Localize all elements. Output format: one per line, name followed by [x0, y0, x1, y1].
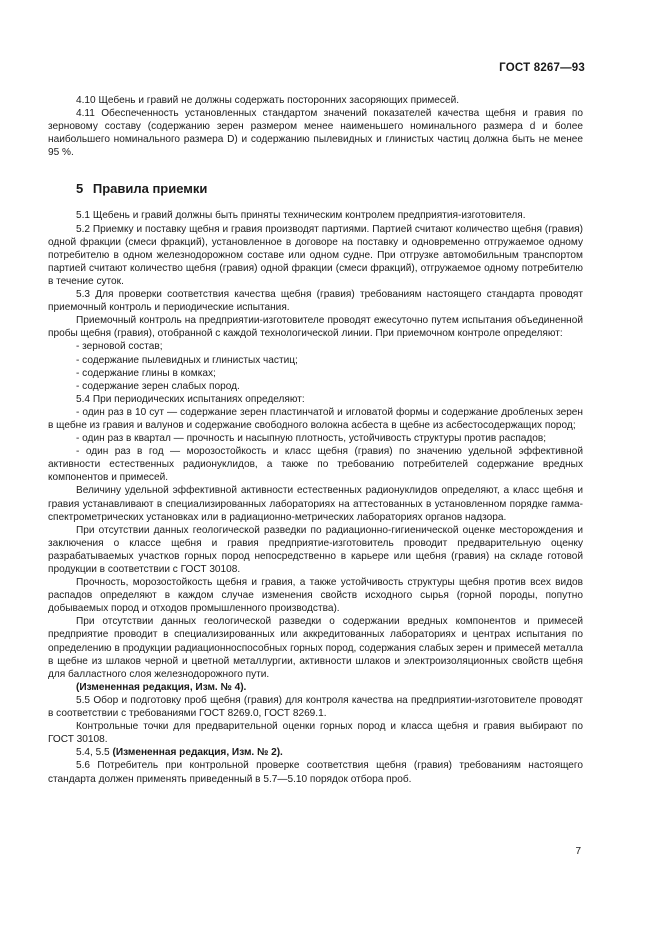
paragraph-5-1: 5.1 Щебень и гравий должны быть приняты техническим контролем предприятия-изготовителя. [76, 210, 526, 222]
paragraph-4-11: 4.11 Обеспеченность установленных стандартом значений показателей качества щебня и гравия по зерновому составу (содержанию зерен размером менее наименьшего номинального размера d и более наибольшего номинального размера D) и содержанию пылевидных и глинистых частиц должна быть не менее 95 %. [48, 108, 583, 159]
paragraph-5-4: 5.4 При периодических испытаниях определяют: [76, 393, 305, 405]
section-number: 5 [76, 181, 84, 197]
page-number: 7 [575, 846, 581, 857]
amendment-note: 5.4, 5.5 (Измененная редакция, Изм. № 2). [76, 747, 283, 759]
paragraph-control-points: Контрольные точки для предварительной оценки горных пород и класса щебня и гравия выбирают по ГОСТ 30108. [48, 721, 583, 746]
paragraph-5-2: 5.2 Приемку и поставку щебня и гравия производят партиями. Партией считают количество щебня (гравия) одной фракции (смеси фракций), установленное в договоре на поставку и одновременно отгружаемое одному потребителю в одном железнодорожном составе или одном судне. При отгрузке автомобильным транспортом партией считают количество щебня (гравия) одной фракции (смеси фракций), отгружаемое одному потребителю в течение суток. [48, 223, 583, 287]
paragraph-harmful-components: При отсутствии данных геологической разведки о содержании вредных компонентов и примесей предприятие проводит в специализированных или аккредитованных лабораториях и центрах испытания по определению в продукции радиационноспособных горных пород, содержания слабых зерен и примесей металла в щебне из шлаков черной и цветной металлургии, активности шлаков и электроизоляционных свойств щебня для балластного слоя железнодорожного пути. [48, 616, 583, 680]
paragraph-5-6: 5.6 Потребитель при контрольной проверке соответствия щебня (гравия) требованиям настоящего стандарта должен применять приведенный в 5.7—5.10 порядок отбора проб. [48, 760, 583, 785]
paragraph-5-5: 5.5 Обор и подготовку проб щебня (гравия) для контроля качества на предприятии-изготовителе проводят в соответствии с требованиями ГОСТ 8269.0, ГОСТ 8269.1. [48, 694, 583, 720]
list-item: - один раз в 10 сут — содержание зерен пластинчатой и игловатой формы и содержание дробленых зерен в щебне из гравия и валунов и содержание свободного волокна асбеста в щебне из асбестосодержащих пород; [48, 406, 583, 431]
amendment-note: (Измененная редакция, Изм. № 4). [76, 681, 247, 693]
paragraph-5-3: 5.3 Для проверки соответствия качества щебня (гравия) требованиям настоящего стандарта проводят приемочный контроль и периодические испытания. [48, 289, 583, 314]
paragraph-radionuclides: Величину удельной эффективной активности естественных радионуклидов определяют, а класс щебня и гравия устанавливают в специализированных лабораториях на аттестованных в установленном порядке гамма-спектрометрических установках или в радиационно-метрических лабораториях органов надзора. [48, 485, 583, 523]
list-item: - один раз в квартал — прочность и насыпную плотность, устойчивость структуры против распадов; [76, 433, 547, 445]
section-title: Правила приемки [92, 181, 208, 197]
paragraph-geological-radiation: При отсутствии данных геологической разведки по радиационно-гигиенической оценке месторождения и заключения о классе щебня и гравия предприятие-изготовитель проводит предварительную оценку разрабатываемых участков горных пород непосредственно в карьере или щебня (гравия) на складе готовой продукции в соответствии с ГОСТ 30108. [48, 524, 583, 575]
list-item: - содержание пылевидных и глинистых частиц; [76, 354, 298, 366]
paragraph-4-10: 4.10 Щебень и гравий не должны содержать посторонних засоряющих примесей. [76, 95, 460, 106]
list-item: - один раз в год — морозостойкость и класс щебня (гравия) по значению удельной эффективной активности естественных радионуклидов, а также по требованию потребителей содержание вредных компонентов и примесей. [48, 446, 583, 484]
list-item: - содержание зерен слабых пород. [76, 380, 240, 392]
section-heading [76, 181, 583, 197]
paragraph-acceptance-control: Приемочный контроль на предприятии-изготовителе проводят ежесуточно путем испытания объединенной пробы щебня (гравия), отобранной с каждой технологической линии. При приемочном контроле определяют: [48, 315, 583, 340]
document-body [48, 94, 583, 786]
standard-number: ГОСТ 8267—93 [499, 62, 585, 74]
list-item: - зерновой состав; [76, 341, 163, 353]
paragraph-strength: Прочность, морозостойкость щебня и гравия, а также устойчивость структуры щебня против всех видов распадов определяют в каждом случае изменения свойств исходного сырья (горной породы, попутно добываемых пород и отходов промышленного производства). [48, 577, 583, 615]
list-item: - содержание глины в комках; [76, 367, 216, 379]
